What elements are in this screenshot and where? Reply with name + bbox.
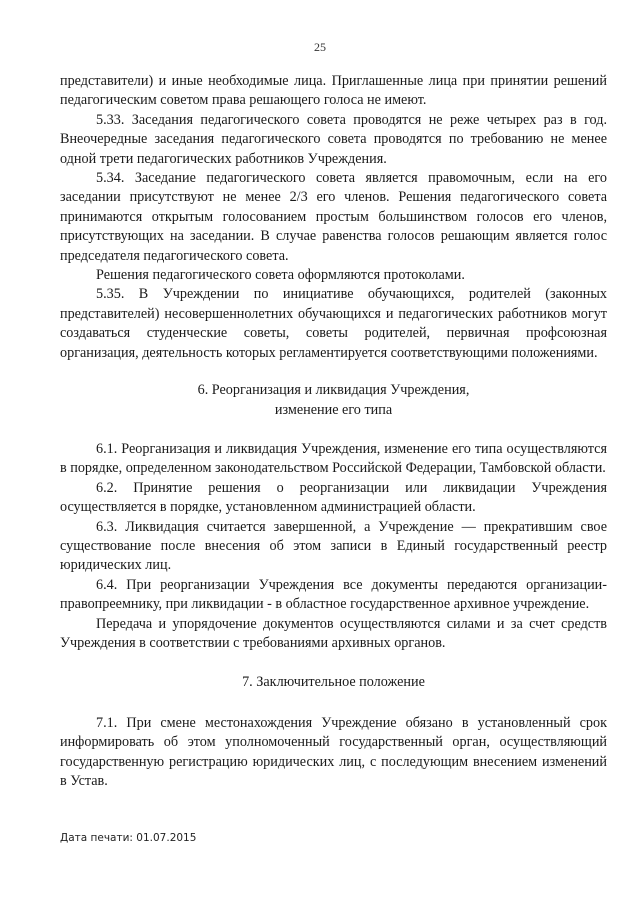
paragraph-5-34: 5.34. Заседание педагогического совета является правомочным, если на его заседании присутствуют не менее 2/3 его членов. Решения педагогического совета принимаются открытым голосованием простым большинством голосов его членов, присутствующих на заседании. В случае равенства голосов решающим является голос председателя педагогического совета. xyxy=(60,170,607,264)
paragraph-5-33: 5.33. Заседания педагогического совета проводятся не реже четырех раз в год. Внеочередные заседания педагогического совета проводятся по требованию не менее одной трети педагогических работников Учреждения. xyxy=(60,111,607,167)
section-6-heading xyxy=(60,381,607,420)
paragraph-continuation: представители) и иные необходимые лица. Приглашенные лица при принятии решений педагогическим советом права решающего голоса не имеют. xyxy=(60,73,607,109)
paragraph-protocols: Решения педагогического совета оформляются протоколами. xyxy=(96,267,465,284)
paragraph-7-1: 7.1. При смене местонахождения Учреждение обязано в установленный срок информировать об этом уполномоченный государственный орган, осуществляющий государственную регистрацию юридических лиц, с последующим внесением изменений в Устав. xyxy=(60,714,607,789)
page-number: 25 xyxy=(314,40,326,54)
paragraph-5-35: 5.35. В Учреждении по инициативе обучающихся, родителей (законных представителей) несовершеннолетних обучающихся и педагогических работников могут создаваться студенческие советы, советы родителей, первичная профсоюзная организация, деятельность которых регламентируется соответствующими положениями. xyxy=(60,286,607,361)
paragraph-archive-transfer: Передача и упорядочение документов осуществляются силами и за счет средств Учреждения в соответствии с требованиями архивных органов. xyxy=(60,615,607,651)
document-body xyxy=(60,72,607,791)
section-7-heading xyxy=(60,673,607,692)
paragraph-6-1: 6.1. Реорганизация и ликвидация Учреждения, изменение его типа осуществляются в порядке, определенном законодательством Российской Федерации, Тамбовской области. xyxy=(60,440,607,477)
section-7-title: 7. Заключительное положение xyxy=(242,674,425,691)
print-date: Дата печати: 01.07.2015 xyxy=(60,832,197,844)
paragraph-6-4: 6.4. При реорганизации Учреждения все документы передаются организации-правопреемнику, при ликвидации - в областное государственное архивное учреждение. xyxy=(60,576,607,613)
section-6-title-line2: изменение его типа xyxy=(274,401,393,418)
paragraph-6-3: 6.3. Ликвидация считается завершенной, а Учреждение — прекратившим свое существование после внесения об этом записи в Единый государственный реестр юридических лиц. xyxy=(60,518,607,574)
paragraph-6-2: 6.2. Принятие решения о реорганизации или ликвидации Учреждения осуществляется в порядке, установленном администрацией области. xyxy=(60,479,607,516)
section-6-title-line1: 6. Реорганизация и ликвидация Учреждения, xyxy=(197,382,470,399)
